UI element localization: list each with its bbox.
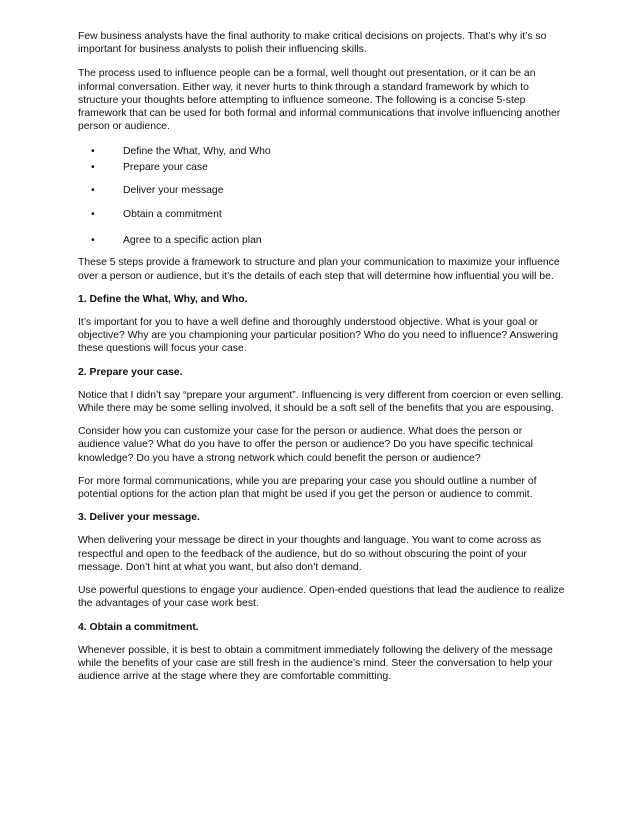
intro-paragraph: The process used to influence people can be a formal, well thought out presentation, or it can be an informal conversation. Either way, it never hurts to think through a standard framework by which to structure your thoughts before attempting to influence someone. The following is a concise 5-step framework that can be used for both formal and informal communications that involve influencing another person or audience.	[78, 68, 561, 133]
document-page	[78, 30, 565, 693]
section-paragraph: Use powerful questions to engage your audience. Open-ended questions that lead the audience to realize the advantages of your case work best.	[78, 585, 565, 610]
section-heading: 1. Define the What, Why, and Who.	[78, 293, 248, 305]
list-item	[89, 208, 565, 221]
bullet-icon: •	[91, 184, 95, 196]
section-paragraph: Notice that I didn’t say “prepare your argument”. Influencing is very different from coercion or even selling. While there may be some selling involved, it should be a soft sell of the benefits that you are espousing.	[78, 389, 564, 415]
list-item	[89, 234, 565, 247]
list-item	[89, 145, 565, 158]
bullet-icon: •	[91, 146, 95, 158]
list-item-label: Obtain a commitment	[123, 209, 222, 221]
intro-paragraph: Few business analysts have the final authority to make critical decisions on projects. That’s why it’s so important for business analysts to polish their influencing skills.	[78, 31, 547, 56]
section-paragraph: Consider how you can customize your case for the person or audience. What does the person or audience value? What do you have to offer the person or audience? Do you have specific technical knowledge? Do you have a strong network which could benefit the person or audience?	[78, 426, 533, 464]
section-heading: 2. Prepare your case.	[78, 366, 183, 378]
section-heading: 4. Obtain a commitment.	[78, 621, 199, 633]
list-item	[89, 161, 565, 174]
steps-list	[78, 145, 565, 247]
section-heading: 3. Deliver your message.	[78, 512, 200, 524]
section-paragraph: For more formal communications, while you are preparing your case you should outline a number of potential options for the action plan that might be used if you get the person or audience to commit.	[78, 475, 537, 501]
summary-paragraph: These 5 steps provide a framework to structure and plan your communication to maximize your influence over a person or audience, but it’s the details of each step that will determine how influential you will be.	[78, 257, 560, 282]
bullet-icon: •	[91, 209, 95, 221]
list-item-label: Agree to a specific action plan	[123, 235, 262, 247]
section-paragraph: It’s important for you to have a well define and thoroughly understood objective. What is your goal or objective? Why are you championing your particular position? Who do you need to influence? Answering these questions will focus your case.	[78, 317, 558, 355]
section-paragraph: Whenever possible, it is best to obtain a commitment immediately following the delivery of the message while the benefits of your case are still fresh in the audience’s mind. Steer the conversation to help your audience arrive at the stage where they are comfortable committing.	[78, 644, 553, 683]
list-item-label: Prepare your case	[123, 161, 208, 173]
list-item	[89, 184, 565, 197]
section-paragraph: When delivering your message be direct in your thoughts and language. You want to come across as respectful and open to the feedback of the audience, but do so without obscuring the point of your message. Don’t hint at what you want, but also don’t demand.	[78, 535, 542, 573]
list-item-label: Define the What, Why, and Who	[123, 146, 271, 158]
bullet-icon: •	[91, 161, 95, 173]
list-item-label: Deliver your message	[123, 184, 224, 196]
bullet-icon: •	[91, 235, 95, 247]
